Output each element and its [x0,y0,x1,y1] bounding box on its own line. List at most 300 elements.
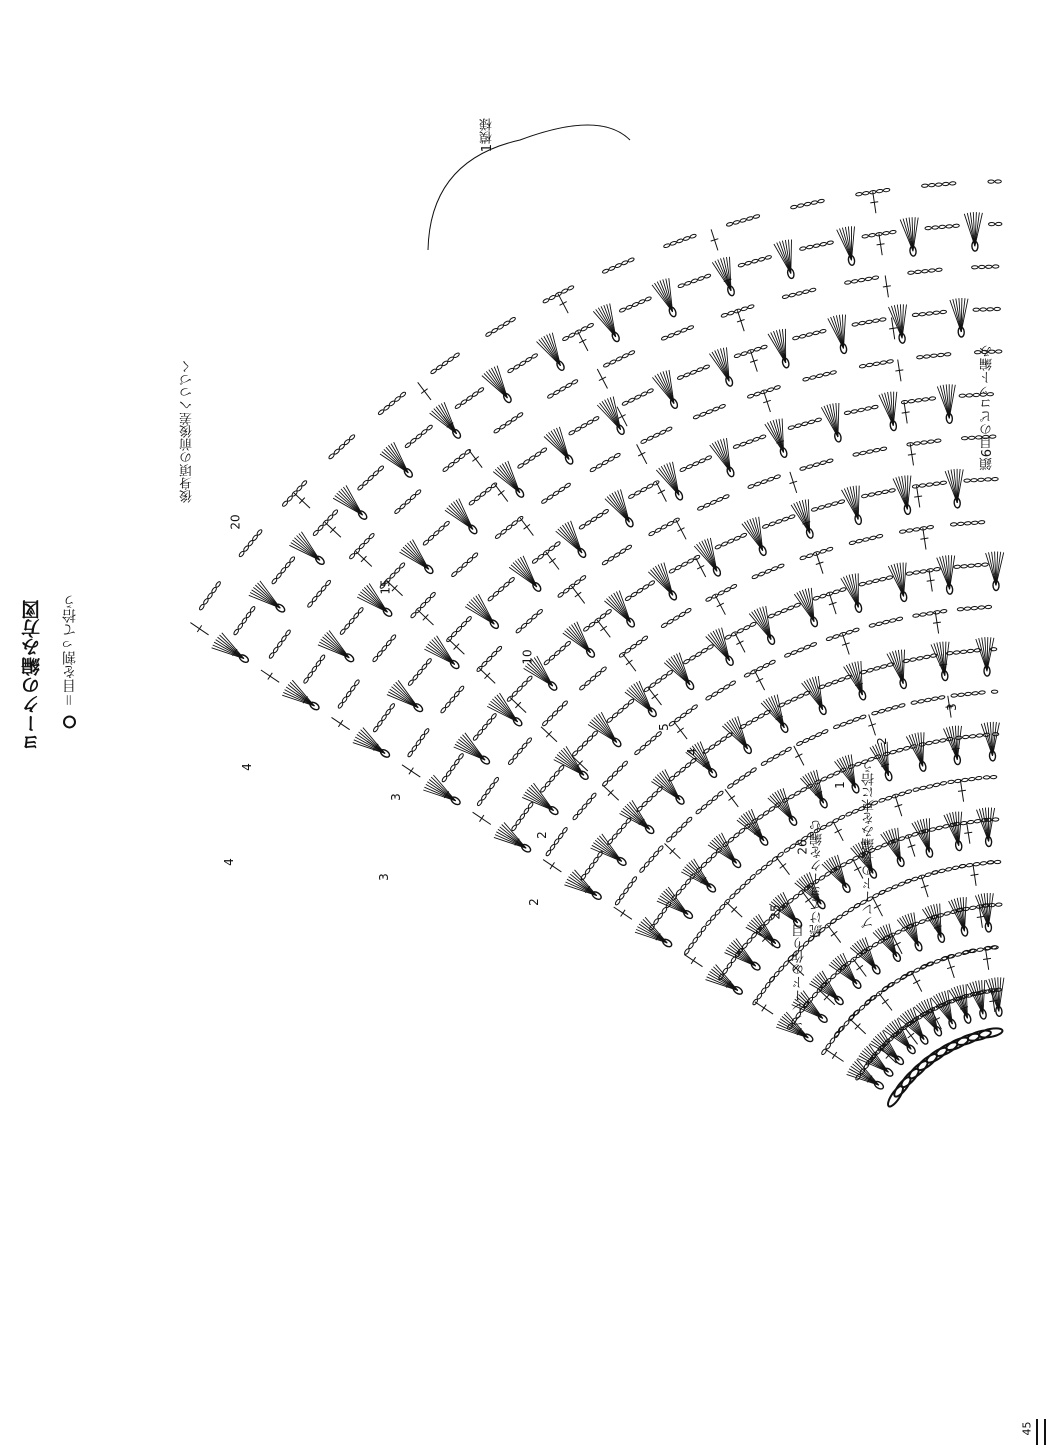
chain-stitch-mark [571,379,578,385]
chain-stitch-mark [730,584,737,590]
chain-stitch-mark [699,412,706,417]
chain-stitch-mark [630,591,637,597]
chain-stitch-mark [811,507,818,512]
chain-stitch-mark [703,364,710,369]
chain-stitch-mark [654,527,661,533]
chain-stitch-mark [648,580,655,586]
chain-stitch-mark [337,702,343,709]
chain-stitch-mark [901,974,908,980]
chain-stitch-mark [921,184,928,188]
chain-stitch-mark [839,587,846,592]
chain-stitch-mark [980,861,987,865]
chain-stitch-mark [788,514,795,519]
chain-stitch-mark [784,699,791,705]
chain-stitch-mark [389,400,396,407]
chain-stitch-mark [763,810,770,816]
chain-stitch-mark [975,776,982,780]
chain-stitch-mark [804,202,811,206]
chain-stitch-mark [986,265,993,268]
chain-stitch-mark [782,516,789,521]
chain-stitch-mark [679,467,686,473]
chain-stitch-mark [852,809,859,814]
chain-stitch-mark [667,333,674,338]
chain-stitch-mark [888,982,895,988]
chain-stitch-mark [485,486,492,492]
chain-stitch-mark [311,666,317,673]
chain-stitch-mark [613,552,620,558]
chain-stitch-mark [777,851,784,857]
chain-stitch-mark [630,643,637,649]
chain-stitch-mark [542,298,549,304]
chain-stitch-mark [978,478,985,482]
chain-stitch-mark [567,285,574,291]
chain-stitch-mark [705,455,712,461]
chain-stitch-mark [935,183,942,187]
chain-stitch-mark [690,234,697,239]
double-crochet-bar [835,829,842,833]
chain-stitch-mark [529,455,536,461]
chain-stitch-mark [859,321,866,325]
chain-stitch-mark [701,648,708,654]
chain-stitch-mark [640,391,647,397]
chain-stitch-mark [977,948,984,952]
chain-stitch-mark [868,492,875,496]
double-crochet-bar [600,626,606,631]
chain-stitch-mark [885,707,892,712]
chain-stitch-mark [699,458,706,464]
chain-stitch-mark [608,266,615,272]
chain-stitch-mark [289,556,296,563]
chain-stitch-mark [628,698,635,705]
chain-stitch-mark [491,328,498,334]
chain-stitch-mark [584,520,591,526]
chain-stitch-mark [913,967,920,973]
chain-stitch-mark [507,367,514,373]
chain-stitch-mark [745,720,752,726]
chain-stitch-mark [869,536,876,541]
double-crochet-bar [729,796,735,801]
chain-stitch-mark [586,419,593,425]
chain-stitch-mark [940,609,947,613]
chain-stitch-mark [906,528,913,532]
chain-stitch-mark [774,385,781,390]
chain-stitch-mark [972,266,979,269]
chain-stitch-mark [634,394,641,400]
chain-stitch-mark [661,335,668,340]
chain-stitch-mark [757,814,764,820]
chain-stitch-mark [811,200,818,204]
chain-stitch-mark [898,703,905,708]
chain-stitch-mark [957,522,964,526]
chain-stitch-mark [885,887,892,892]
chain-stitch-mark [960,650,967,654]
chain-stitch-mark [952,866,959,871]
chain-stitch-mark [912,313,919,317]
chain-stitch-mark [612,770,619,777]
chain-stitch-mark [642,584,649,590]
chain-stitch-mark [676,238,683,243]
chain-stitch-mark [568,430,575,436]
chain-stitch-mark [744,672,751,678]
chain-stitch-mark [729,680,736,686]
chain-stitch-mark [794,790,801,796]
chain-stitch-mark [273,646,279,653]
chain-stitch-mark [826,458,833,463]
chain-stitch-mark [932,740,939,744]
chain-stitch-mark [784,652,791,657]
double-crochet-bar [691,957,696,964]
chain-stitch-mark [465,616,472,623]
chain-stitch-mark [714,740,721,746]
double-crochet-bar [677,728,683,733]
chain-stitch-mark [332,509,339,516]
chain-stitch-mark [640,439,647,445]
chain-stitch-mark [711,593,718,599]
chain-stitch-mark [368,533,375,540]
double-crochet-bar [895,370,903,371]
chain-stitch-mark [708,744,715,750]
chain-stitch-mark [425,597,432,604]
chain-stitch-mark [922,269,929,273]
chain-stitch-mark [710,500,717,506]
chain-stitch-mark [215,581,221,588]
chain-stitch-mark [634,490,641,496]
double-crochet-bar [736,641,743,645]
chain-stitch-mark [727,538,734,544]
chain-stitch-mark [459,453,466,459]
chain-stitch-mark [588,621,595,627]
chain-stitch-mark [799,334,806,339]
chain-stitch-mark [622,760,629,767]
chain-stitch-mark [846,719,853,724]
chain-stitch-mark [933,610,940,614]
chain-stitch-mark [719,404,726,409]
chain-stitch-mark [765,255,772,260]
chain-stitch-mark [706,799,713,806]
double-crochet-bar [197,625,201,632]
chain-stitch-mark [866,449,873,453]
chain-stitch-mark [738,263,745,268]
chain-stitch-mark [789,293,796,298]
chain-stitch-mark [579,524,586,530]
double-crochet-bar [908,454,916,455]
chain-stitch-mark [649,682,656,688]
chain-stitch-mark [769,521,776,526]
chain-stitch-mark [499,424,506,430]
chain-stitch-mark [574,579,581,585]
chain-stitch-mark [754,481,761,486]
chain-stitch-mark [948,780,955,784]
double-crochet-bar [882,999,888,1004]
double-crochet-bar [409,768,414,775]
chain-stitch-mark [816,373,823,378]
chain-stitch-mark [385,709,391,716]
chain-stitch-mark [769,659,776,665]
chain-stitch-mark [619,893,625,900]
chain-stitch-mark [357,607,364,614]
row-number-3: 3 [944,703,959,711]
chain-stitch-mark [727,311,734,316]
chain-stitch-mark [826,547,833,552]
chain-stitch-mark [466,395,473,401]
chain-stitch-mark [721,313,728,318]
side-number-a: 2 [534,831,549,839]
chain-stitch-mark [648,531,655,537]
double-crochet-bar [894,942,901,946]
side-number-b: 3 [388,793,403,801]
chain-stitch-mark [641,635,648,641]
chain-stitch-mark [926,312,933,316]
chain-stitch-mark [596,512,603,518]
chain-stitch-mark [509,317,516,323]
chain-stitch-mark [833,770,840,776]
chain-stitch-mark [920,569,927,573]
chain-stitch-mark [426,658,433,665]
chain-stitch-mark [961,564,968,568]
double-crochet-bar [832,1052,836,1059]
chain-stitch-mark [599,613,606,619]
chain-stitch-mark [423,728,429,735]
chain-stitch-mark [605,609,612,615]
double-crochet-bar [964,832,972,833]
chain-stitch-mark [758,713,765,719]
chain-stitch-mark [797,693,804,699]
chain-stitch-mark [681,561,688,567]
chain-stitch-mark [873,448,880,452]
chain-stitch-mark [863,537,870,542]
double-crochet-bar [421,389,427,394]
chain-stitch-mark [447,356,454,362]
chain-stitch-mark [940,781,947,786]
side-number-d: 4 [239,763,254,771]
chain-stitch-mark [688,942,694,949]
chain-stitch-mark [869,233,876,237]
chain-stitch-mark [864,999,871,1005]
double-crochet-bar [626,660,632,665]
double-crochet-bar [338,720,342,727]
chain-stitch-mark [446,770,452,777]
chain-stitch-mark [581,326,588,332]
chain-stitch-mark [926,483,933,487]
chain-stitch-mark [917,355,924,359]
row-number-15: 15 [378,579,393,595]
chain-stitch-mark [961,436,968,440]
chain-stitch-mark [660,674,667,680]
chain-stitch-mark [747,304,754,309]
chain-stitch-mark [754,347,761,352]
chain-stitch-mark [301,480,308,487]
chain-stitch-mark [800,555,807,560]
chain-stitch-mark [767,477,774,482]
chain-stitch-mark [987,861,994,865]
chain-stitch-mark [602,268,609,274]
chain-stitch-mark [971,521,978,525]
chain-stitch-mark [559,386,566,392]
chain-stitch-mark [848,907,855,913]
chain-stitch-mark [923,355,930,359]
chain-stitch-mark [911,700,918,704]
chain-stitch-mark [758,257,765,262]
chain-stitch-mark [890,750,897,755]
chain-stitch-mark [590,516,597,522]
chain-stitch-mark [712,406,719,411]
chain-stitch-mark [939,738,946,742]
chain-stitch-mark [686,464,693,470]
chain-stitch-mark [723,494,730,500]
chain-stitch-mark [670,241,677,246]
chain-stitch-mark [879,577,886,582]
chain-stitch-mark [519,813,525,820]
double-crochet-bar [870,202,878,203]
chain-stitch-mark [797,647,804,652]
chain-stitch-mark [929,397,936,401]
chain-stitch-mark [925,226,932,230]
split-stitch-symbol-icon [64,715,77,728]
chain-stitch-mark [513,364,520,370]
chain-stitch-mark [980,308,987,311]
chain-stitch-mark [885,796,892,801]
chain-stitch-mark [636,588,643,594]
chain-stitch-mark [813,462,820,467]
chain-stitch-mark [955,952,962,957]
chain-stitch-mark [927,961,934,966]
double-crochet-bar [621,910,626,917]
chain-stitch-mark [983,776,990,780]
chain-stitch-mark [472,391,479,397]
chain-stitch-mark [562,336,569,342]
chain-stitch-mark [792,336,799,341]
chain-stitch-mark [718,590,725,596]
chain-stitch-mark [913,527,920,531]
chain-stitch-mark [921,964,928,969]
chain-stitch-mark [753,437,760,442]
chain-stitch-mark [965,692,972,696]
chain-stitch-mark [908,271,915,275]
chain-stitch-mark [968,436,975,440]
chain-stitch-mark [879,317,886,321]
chain-stitch-mark [562,827,568,834]
chain-stitch-mark [319,654,325,661]
chain-stitch-mark [747,394,754,399]
chain-stitch-mark [962,778,969,782]
chain-stitch-mark [680,712,687,718]
double-crochet-bar [524,524,530,529]
chain-stitch-mark [992,265,999,268]
chain-stitch-mark [865,277,872,281]
chain-stitch-mark [638,299,645,305]
chain-stitch-mark [967,820,974,824]
chain-stitch-mark [803,644,810,649]
chain-stitch-mark [987,308,994,311]
chain-stitch-mark [733,444,740,449]
chain-stitch-mark [964,607,971,611]
chain-stitch-mark [750,767,757,773]
chain-stitch-mark [953,651,960,655]
chain-stitch-mark [855,192,862,196]
chain-stitch-mark [880,447,887,451]
chain-stitch-mark [677,375,684,380]
chain-stitch-mark [526,675,533,682]
chain-stitch-mark [796,291,803,296]
chain-stitch-mark [683,236,690,241]
chain-stitch-mark [389,703,395,710]
chain-stitch-mark [924,698,931,702]
chain-stitch-mark [906,572,913,576]
chain-stitch-mark [829,1037,835,1044]
chain-stitch-mark [830,370,837,375]
chain-stitch-mark [815,417,822,422]
chain-stitch-mark [521,622,528,629]
chain-stitch-mark [852,322,859,326]
chain-stitch-mark [691,278,698,283]
chain-stitch-mark [608,456,615,462]
chain-stitch-mark [920,612,927,616]
chain-stitch-mark [862,191,869,195]
chain-stitch-mark [808,419,815,424]
chain-stitch-mark [394,567,401,574]
chain-stitch-mark [675,565,682,571]
chain-stitch-mark [199,604,205,611]
chain-stitch-mark [734,536,741,542]
chain-stitch-mark [590,792,597,799]
chain-stitch-mark [349,434,356,441]
chain-stitch-mark [607,556,614,562]
chain-stitch-mark [971,606,978,610]
chain-stitch-mark [756,666,763,672]
chain-stitch-mark [957,607,964,611]
chain-stitch-mark [933,482,940,486]
chain-stitch-mark [985,605,992,609]
chain-stitch-mark [990,775,997,779]
chain-stitch-mark [640,487,647,493]
chain-stitch-mark [806,464,813,469]
chain-stitch-mark [726,222,733,227]
chain-stitch-mark [706,409,713,414]
chain-stitch-mark [700,925,706,932]
chain-stitch-mark [762,524,769,529]
chain-stitch-mark [549,295,556,301]
chain-stitch-mark [889,618,896,623]
chain-stitch-mark [995,903,1002,907]
chain-stitch-mark [937,353,944,357]
chain-stitch-mark [768,613,775,618]
chain-stitch-mark [674,716,681,722]
chain-stitch-mark [341,696,347,703]
chain-stitch-mark [696,931,702,938]
chain-stitch-mark [691,704,698,710]
chain-stitch-mark [853,717,860,722]
chain-stitch-mark [859,582,866,587]
chain-stitch-mark [753,214,760,219]
chain-stitch-mark [655,731,662,738]
chain-stitch-mark [995,180,1001,183]
chain-stitch-mark [589,862,595,869]
chain-stitch-mark [933,311,940,315]
chain-stitch-mark [821,729,828,735]
chain-stitch-mark [852,627,859,632]
chain-stitch-mark [849,540,856,545]
chain-stitch-mark [587,323,594,329]
chain-stitch-mark [697,505,704,511]
chain-stitch-mark [653,480,660,486]
chain-stitch-mark [851,279,858,283]
chain-stitch-mark [674,771,681,778]
chain-stitch-mark [797,203,804,207]
chain-stitch-mark [838,677,845,682]
chain-stitch-mark [665,426,672,432]
legend-text: ＝目を割って拾う [62,595,78,707]
chain-stitch-mark [774,474,781,479]
